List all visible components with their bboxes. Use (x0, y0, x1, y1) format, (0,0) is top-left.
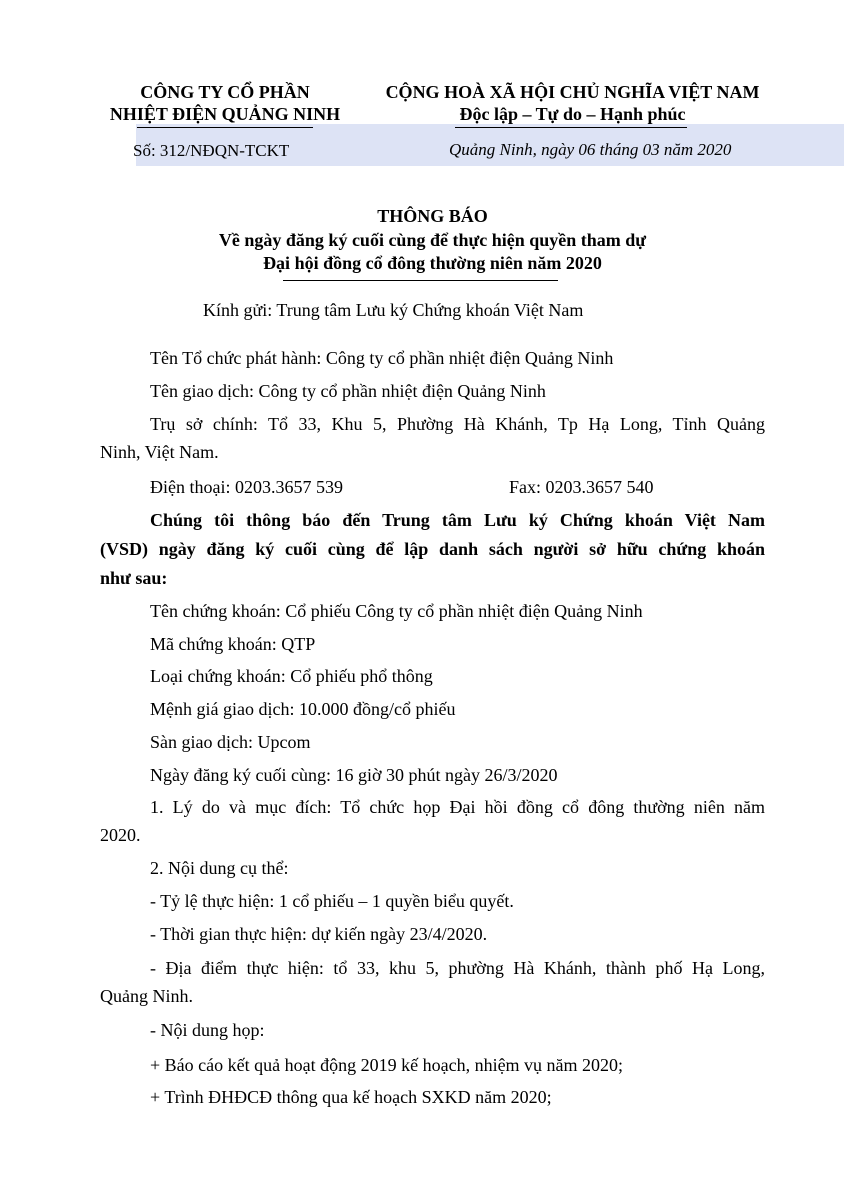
agenda-item: + Báo cáo kết quả hoạt động 2019 kế hoạch, nhiệm vụ năm 2020; (150, 1055, 624, 1075)
record-date: Ngày đăng ký cuối cùng: 16 giờ 30 phút ngày 26/3/2020 (150, 765, 558, 785)
notice-statement-line3: như sau: (100, 568, 168, 588)
company-name-line2: NHIỆT ĐIỆN QUẢNG NINH (109, 104, 341, 124)
voting-ratio: - Tỷ lệ thực hiện: 1 cổ phiếu – 1 quyền biểu quyết. (150, 891, 514, 911)
notice-statement-line2: (VSD) ngày đăng ký cuối cùng để lập danh sách người sở hữu chứng khoán (100, 539, 765, 559)
notice-subtitle-line1: Về ngày đăng ký cuối cùng để thực hiện quyền tham dự (218, 230, 647, 250)
security-name: Tên chứng khoán: Cổ phiếu Công ty cổ phần nhiệt điện Quảng Ninh (150, 601, 643, 621)
par-value: Mệnh giá giao dịch: 10.000 đồng/cổ phiếu (150, 699, 456, 719)
notice-title: THÔNG BÁO (377, 206, 488, 226)
security-type: Loại chứng khoán: Cổ phiếu phổ thông (150, 666, 433, 686)
agenda-heading: - Nội dung họp: (150, 1020, 265, 1040)
meeting-time: - Thời gian thực hiện: dự kiến ngày 23/4/2020. (150, 924, 488, 944)
trade-name: Tên giao dịch: Công ty cổ phần nhiệt điện Quảng Ninh (150, 381, 546, 401)
national-motto: Độc lập – Tự do – Hạnh phúc (459, 104, 686, 124)
fax-number: Fax: 0203.3657 540 (509, 477, 654, 497)
headquarters-line1: Trụ sở chính: Tổ 33, Khu 5, Phường Hà Khánh, Tp Hạ Long, Tỉnh Quảng (150, 414, 765, 434)
issuer-name: Tên Tổ chức phát hành: Công ty cổ phần nhiệt điện Quảng Ninh (150, 348, 614, 368)
exchange: Sàn giao dịch: Upcom (150, 732, 311, 752)
venue-line2: Quảng Ninh. (100, 986, 193, 1006)
notice-statement-line1: Chúng tôi thông báo đến Trung tâm Lưu ký Chứng khoán Việt Nam (150, 510, 765, 530)
motto-underline (455, 127, 687, 128)
security-code: Mã chứng khoán: QTP (150, 634, 316, 654)
company-underline (137, 127, 313, 128)
title-underline (283, 280, 558, 281)
republic-heading: CỘNG HOÀ XÃ HỘI CHỦ NGHĨA VIỆT NAM (385, 82, 760, 102)
recipient: Kính gửi: Trung tâm Lưu ký Chứng khoán Việt Nam (203, 300, 584, 320)
place-and-date: Quảng Ninh, ngày 06 tháng 03 năm 2020 (449, 140, 732, 159)
purpose-line2: 2020. (100, 825, 141, 845)
content-heading: 2. Nội dung cụ thể: (150, 858, 289, 878)
company-name-line1: CÔNG TY CỔ PHẦN (140, 82, 310, 102)
document-number: Số: 312/NĐQN-TCKT (133, 141, 290, 160)
notice-subtitle-line2: Đại hội đồng cổ đông thường niên năm 2020 (263, 253, 602, 273)
venue-line1: - Địa điểm thực hiện: tổ 33, khu 5, phường Hà Khánh, thành phố Hạ Long, (150, 958, 765, 978)
agenda-item: + Trình ĐHĐCĐ thông qua kế hoạch SXKD năm 2020; (150, 1087, 552, 1107)
headquarters-line2: Ninh, Việt Nam. (100, 442, 219, 462)
purpose-line1: 1. Lý do và mục đích: Tổ chức họp Đại hồi đồng cổ đông thường niên năm (150, 797, 765, 817)
phone-number: Điện thoại: 0203.3657 539 (150, 477, 343, 497)
